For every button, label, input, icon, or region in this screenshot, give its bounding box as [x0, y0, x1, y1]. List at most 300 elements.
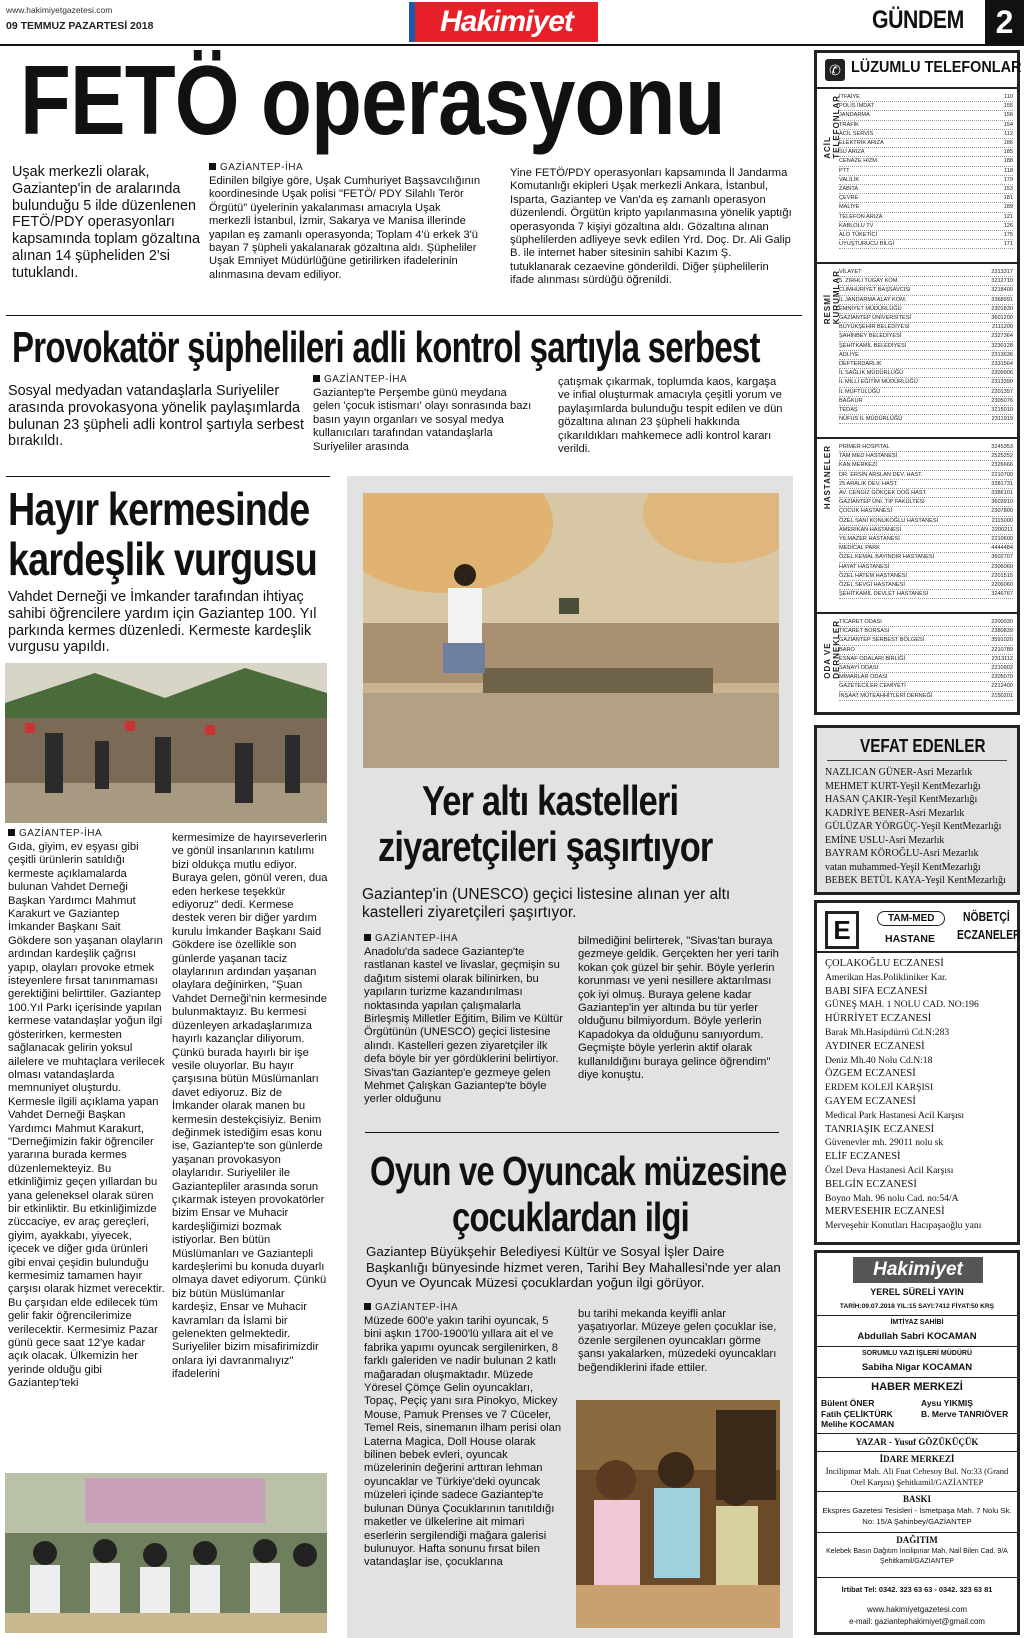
oyun-headline-2: çocuklardan ilgi	[452, 1194, 689, 1240]
phone-row	[839, 682, 1013, 691]
phone-number[interactable]: 2210700	[991, 471, 1013, 478]
phone-number[interactable]: 185	[1003, 149, 1013, 156]
phone-number[interactable]: 2305076	[991, 397, 1013, 404]
kunye-web[interactable]: www.hakimiyetgazetesi.com	[866, 1605, 968, 1614]
eczane-name: AYDINER ECZANESİ	[825, 1040, 925, 1052]
phone-name: ÖZEL SEVGİ HASTANESİ	[839, 582, 905, 589]
phone-name: BAĞKUR	[839, 397, 863, 404]
vefat-item: KADRİYE BENER-Asri Mezarlık	[825, 807, 965, 819]
reporter-name: Fatih ÇELİKTÜRK	[821, 1408, 893, 1419]
phone-name: GAZETECİLER CEMİYETİ	[839, 683, 906, 690]
phone-name: DR. ERSİN ARSLAN DEV. HAST.	[839, 471, 923, 478]
phone-group-rule	[817, 437, 1017, 439]
eczane-address: Amerikan Has.Polikliniker Kar.	[825, 971, 948, 983]
phone-number[interactable]: 3245353	[991, 444, 1013, 450]
eczane-brand: TAM-MED	[877, 911, 945, 926]
phone-row	[839, 305, 1013, 314]
phone-name: ÖZEL SANİ KONUKOĞLU HASTANESİ	[839, 517, 939, 524]
reporter-name: Bülent ÖNER	[821, 1398, 875, 1408]
phone-number[interactable]: 154	[1003, 121, 1013, 128]
eczane-name: ÖZGEM ECZANESİ	[825, 1068, 916, 1080]
phone-number[interactable]: 179	[1003, 176, 1013, 183]
phone-row	[839, 231, 1013, 240]
phone-number[interactable]: 3230128	[991, 342, 1013, 349]
rule-3	[365, 1132, 779, 1133]
phone-row	[839, 157, 1013, 166]
phone-number[interactable]: 4444484	[991, 545, 1013, 552]
phone-name: İNŞAAT MÜTEAHHİTLERİ DERNEĞİ	[839, 692, 933, 699]
kermes-col1-text: Gıda, giyim, ev eşyası gibi çeşitli ürünlerin satıldığı kermeste açıklamalarda bulunan Vahdet Derneği Başkan Yardımcı Mahmut Karakurt ve Gaziantep İmkander Başkanı Sait Gökdere son yaşanan olayların ardından kardeşlik çağrısı yapıp, olayları provoke etmek isteyenlere fırsat tanınmaması gerektiğini belirttiler. Gaziantep 100.Yıl Parkı içerisinde yapılan kermese vatandaşlar yoğun ilgi gösterirken, kermesten sağlanacak gelirin yoksul ailelere ve muhtaçlara verilecek olması vatandaşlarda memnuniyet oluşturdu. Kermesle ilgili açıklama yapan Vahdet Derneği Başkan Yardımcı Mahmut Karakurt, "Derneğimizin fakir öğrenciler yararına burada kermes düzenlemekteyiz. Bu etkinliğimiz geçen yıllardan bu yana geleneksel olarak süren bir etkinliktir. Bu etkinliğimizde züccaciye, ev araç gereçleri, giyim, ayakkabı, yiyecek, içecek ve diğer gıda ürünleri gibi envai çeşidin bulunduğu kermesimiz tamamen hayır çarşısı olarak hizmet verecektir. Bu çarşıdan elde edilecek tüm gelir fakir öğrencilerimize verilecektir. Kermesimiz Pazar günü gece saat 12'ye kadar açık olacak. Ülkemizin her yerinde olduğu gibi Gaziantep'teki	[8, 841, 165, 1390]
phone-number[interactable]: 153	[1003, 186, 1013, 193]
phone-number[interactable]: 3381731	[991, 480, 1013, 487]
kunye-baski-label: BASKI	[902, 1494, 931, 1504]
eczane-name: TANRIAŞIK ECZANESİ	[825, 1123, 935, 1135]
phone-number[interactable]: 2210600	[991, 536, 1013, 543]
phone-name: TELEFON ARIZA	[839, 213, 883, 220]
phone-name: JANDARMA	[839, 112, 870, 119]
eczane-name: ÇOLAKOĞLU ECZANESİ	[825, 958, 944, 969]
kunye-idare: İncilipınar Mah. Ali Fuat Cebesoy Bul. No:33 (Grand Otel Karşısı) Şehitkamil/GAZİANTEP	[825, 1466, 1009, 1487]
phone-row	[839, 544, 1013, 553]
phone-row	[839, 296, 1013, 305]
kunye-haber-label: HABER MERKEZİ	[871, 1381, 963, 1393]
phone-name: İL SAĞLIK MÜDÜRLÜĞÜ	[839, 370, 904, 377]
phone-row	[839, 664, 1013, 673]
phone-number[interactable]: 2200030	[991, 619, 1013, 625]
phone-number[interactable]: 186	[1003, 140, 1013, 147]
phone-group-label: RESMİ KURUMLAR	[823, 270, 841, 325]
phone-name: ALO TÜKETİCİ	[839, 232, 878, 239]
phone-number[interactable]: 126	[1003, 222, 1013, 229]
phone-name: MİMARLAR ODASI	[839, 674, 888, 681]
phone-row	[839, 618, 1013, 627]
phone-number[interactable]: 2307800	[991, 508, 1013, 515]
phone-name: TAM MED HASTANESİ	[839, 453, 898, 460]
phone-name: ÇEVRE	[839, 195, 859, 202]
phone-row	[839, 526, 1013, 535]
kunye-imtiyaz-label: İMTİYAZ SAHİBİ	[890, 1319, 944, 1326]
phone-row	[839, 655, 1013, 664]
page-number: 2	[985, 0, 1024, 44]
phone-number[interactable]: 156	[1003, 112, 1013, 119]
phone-name: KABLOLU TV	[839, 222, 874, 229]
phone-name: MEDİCAL PARK	[839, 545, 881, 552]
phone-row	[839, 111, 1013, 120]
eczane-badge: E	[825, 911, 859, 949]
eczane-address: Deniz Mh.40 Nolu Cd.N:18	[825, 1054, 933, 1066]
phone-number[interactable]: 3603910	[991, 499, 1013, 506]
kunye-rule-1	[817, 1315, 1017, 1316]
phone-number[interactable]: 2313112	[991, 655, 1013, 662]
phone-row	[839, 369, 1013, 378]
phone-row	[839, 415, 1013, 424]
phone-row	[839, 286, 1013, 295]
kunye-email[interactable]: e-mail: gaziantephakimiyet@gmail.com	[849, 1617, 985, 1626]
phone-name: KAN MERKEZİ	[839, 462, 877, 469]
phone-name: İL MÜFTÜLÜĞÜ	[839, 388, 881, 395]
eczane-name: BELGİN ECZANESİ	[825, 1178, 917, 1190]
kunye-subtitle: YEREL SÜRELİ YAYIN	[870, 1287, 964, 1297]
phone-row	[839, 581, 1013, 590]
feto-source: GAZİANTEP-İHA	[209, 162, 481, 173]
phone-number[interactable]: 155	[1003, 103, 1013, 110]
oyun-col1	[364, 1302, 562, 1570]
phone-row	[839, 397, 1013, 406]
kastel-headline-2: ziyaretçileri şaşırtıyor	[378, 823, 713, 870]
eczane-name: GAYEM ECZANESİ	[825, 1095, 916, 1107]
phone-group-label: HASTANELER	[823, 445, 832, 510]
feto-col2-text: Yine FETÖ/PDY operasyonları kapsamında İl Jandarma Komutanlığı ekipleri Uşak merkezli Ankara, İstanbul, Isparta, Gaziantep ve Van'da eş zamanlı operasyon düzenlendi. Örgütün kripto yapılanmasına yönelik yaptığı operasyonda 7 kişiyi gözaltına aldı. Gözaltına alınan şüphelilerden adliyeye sevk edilen Yrd. Doç. Dr. Ali Galip B. ile internet haber sitesinin sahibi Kazım Ş. tutuklanarak cezaevine gönderildi. Diğer şüphelilerin ifade alınması sürdüğü öğrenildi.	[510, 167, 792, 287]
phone-number[interactable]: 2210789	[991, 646, 1013, 653]
phone-name: BARO	[839, 646, 855, 653]
kunye-box	[814, 1250, 1020, 1635]
eczane-title-rule	[817, 951, 1017, 953]
eczane-address: GÜNEŞ MAH. 1 NOLU CAD. NO:196	[825, 999, 979, 1011]
phone-number[interactable]: 2111200	[992, 324, 1013, 331]
phone-name: UYUŞTURUCU BİLGİ	[839, 241, 895, 248]
eczane-title-2: ECZANELER	[957, 927, 1021, 942]
kunye-yazi-label: SORUMLU YAZI İŞLERİ MÜDÜRÜ	[861, 1350, 973, 1357]
phone-name: İL JANDARMA ALAY KOM.	[839, 296, 907, 303]
phone-number[interactable]: 3602707	[991, 554, 1013, 561]
phone-group-label: ACİL TELEFONLAR	[823, 94, 841, 159]
phone-name: ÖZEL KEMAL BAYINDIR HASTANESİ	[839, 554, 935, 561]
phone-row	[839, 121, 1013, 130]
phone-number[interactable]: 3246767	[991, 591, 1013, 598]
phone-name: VİLAYET	[839, 269, 862, 275]
kunye-imtiyaz: Abdullah Sabri KOCAMAN	[857, 1331, 977, 1342]
phone-row	[839, 139, 1013, 148]
kastel-col2-text: bilmediğini belirterek, "Sivas'tan buraya gezmeye geldik. Gerçekten her yeri tarih kokan çok güzel bir şehir. Böyle yerlerin korunması ve yeni nesillere aktarılması çok iyi olmuş. Buraya gelene kadar Gaziantep'in yer altında bu tür yerler olduğunu bilmiyordum. Böyle yerlerin Kapadokya da olduğunu sanıyordum. Geçmişte böyle yerlerin aktif olarak kullanıldığını buraya gelince öğrendim" diye konuştu.	[578, 935, 779, 1082]
phone-number[interactable]: 3601200	[991, 315, 1013, 322]
phone-row	[839, 535, 1013, 544]
phones-box	[814, 50, 1020, 715]
logo	[409, 2, 598, 42]
vefat-item: MEHMET KURT-Yeşil KentMezarlığı	[825, 780, 981, 792]
phone-number[interactable]: 175	[1003, 232, 1013, 239]
reporter-name: B. Merve TANRIÖVER	[921, 1408, 1009, 1419]
phone-name: ŞEHİTKAMİL BELEDİYESİ	[839, 342, 907, 349]
provo-lead: Sosyal medyadan vatandaşlarla Suriyeliler arasında provokasyona yönelik paylaşımlarda bulunan 23 şüpheli adli kontrol şartıyla serbest bırakıldı.	[8, 383, 304, 450]
phone-row	[839, 388, 1013, 397]
phone-row	[839, 572, 1013, 581]
phone-name: AMERİKAN HASTANESİ	[839, 526, 902, 533]
phone-row	[839, 461, 1013, 470]
reporter-name: Melihe KOCAMAN	[821, 1419, 895, 1429]
phone-row	[839, 498, 1013, 507]
phone-number[interactable]: 3212710	[991, 278, 1013, 285]
phone-name: ZABITA	[839, 186, 859, 193]
phone-name: ÇOCUK HASTANESİ	[839, 508, 893, 515]
phone-number[interactable]: 2306060	[991, 563, 1013, 570]
oyun-source: GAZİANTEP-İHA	[364, 1302, 562, 1313]
phone-group-label: ODA VE DERNEKLER	[823, 620, 841, 679]
phone-row	[839, 203, 1013, 212]
phone-name: CENAZE HİZM.	[839, 158, 879, 165]
phone-row	[839, 489, 1013, 498]
phones-title: LÜZUMLU TELEFONLAR	[851, 59, 1022, 76]
phone-row	[839, 176, 1013, 185]
phone-name: ESNAF ODALARI BİRLİĞİ	[839, 655, 906, 662]
phone-group-rule	[817, 612, 1017, 614]
phone-number[interactable]: 2212400	[991, 683, 1013, 690]
phone-number[interactable]: 2380839	[991, 628, 1013, 635]
feto-lead: Uşak merkezli olarak, Gaziantep'in de aralarında bulunduğu 5 ilde düzenlenen FETÖ/PDY operasyonları kapsamında toplam gözaltına alınan 14 şüpheliden 2'si tutuklandı.	[12, 164, 200, 281]
phone-name: 5. ZIRHLI TUGAY KOM.	[839, 278, 899, 285]
kunye-rule-5	[817, 1451, 1017, 1452]
phone-list	[839, 618, 1013, 701]
phone-name: DEFTERDARLIK	[839, 361, 882, 368]
phone-name: MALİYE	[839, 204, 860, 211]
kermes-lead: Vahdet Derneği ve İmkander tarafından ihtiyaç sahibi öğrencilere yardım için Gaziantep 100. Yıl parkında kermes düzenledi. Kermeste kardeşlik vurgusu yapıldı.	[8, 589, 317, 656]
phone-number[interactable]: 2311919	[991, 416, 1013, 423]
phone-name: VALİLİK	[839, 176, 860, 183]
phone-row	[839, 673, 1013, 682]
phone-number[interactable]: 2313317	[991, 269, 1013, 275]
kastel-source: GAZİANTEP-İHA	[364, 933, 564, 944]
phone-row	[839, 563, 1013, 572]
phone-row	[839, 93, 1013, 102]
kermes-headline-1: Hayır kermesinde	[8, 483, 310, 535]
kunye-idare-label: İDARE MERKEZİ	[879, 1454, 955, 1464]
phone-row	[839, 636, 1013, 645]
kermes-col1	[8, 828, 166, 1391]
phone-row	[839, 213, 1013, 222]
kermes-photo	[5, 663, 327, 823]
eczane-title-1: NÖBETÇİ	[963, 909, 1010, 924]
provo-col1-text: Gaziantep'te Perşembe günü meydana gelen 'çocuk istismarı' olayı sonrasında bazı basın yayın organları ve sosyal medya kullanıcıları tarafından vatandaşlarla Suriyeliler arasında	[313, 387, 532, 453]
phone-name: HAYAT HASTANESİ	[839, 563, 890, 570]
phone-number[interactable]: 2327364	[991, 333, 1013, 340]
phone-row	[839, 185, 1013, 194]
kastel-headline-1: Yer altı kastelleri	[422, 777, 679, 824]
eczane-name: ELİF ECZANESİ	[825, 1151, 901, 1163]
vefat-box	[814, 725, 1020, 895]
phone-list	[839, 268, 1013, 424]
eczane-address: Boyno Mah. 96 nolu Cad. no:54/A	[825, 1192, 959, 1204]
phone-number[interactable]: 118	[1004, 167, 1013, 174]
phone-row	[839, 627, 1013, 636]
phone-name: ELEKTRİK ARIZA	[839, 140, 884, 147]
phone-number[interactable]: 2210902	[991, 665, 1013, 672]
phone-name: EMNİYET MÜDÜRLÜĞÜ	[839, 305, 902, 312]
eczane-address: Özel Deva Hastanesi Acil Karşısı	[825, 1164, 954, 1176]
kunye-haber-right	[921, 1398, 1017, 1419]
phone-number[interactable]: 2201357	[991, 388, 1013, 395]
eczane-address: ERDEM KOLEJİ KARŞISI	[825, 1082, 934, 1094]
phone-group-rule	[817, 262, 1017, 264]
phone-name: POLİS İMDAT	[839, 103, 875, 110]
vefat-item: EMİNE USLU-Asri Mezarlık	[825, 834, 945, 846]
kunye-haber-left	[821, 1398, 916, 1430]
phone-number[interactable]: 3386101	[991, 490, 1013, 497]
phone-row	[839, 360, 1013, 369]
kunye-logo: Hakimiyet	[853, 1257, 983, 1283]
phone-number[interactable]: 2525252	[991, 453, 1013, 460]
eczane-list	[825, 957, 981, 1233]
vefat-item: NAZLICAN GÜNER-Asri Mezarlık	[825, 767, 973, 778]
oyun-photo	[576, 1400, 780, 1628]
eczane-address: Medical Park Hastanesi Acil Karşısı	[825, 1109, 965, 1121]
kunye-rule-3	[817, 1377, 1017, 1378]
phone-name: AV. CENGİZ GÖKÇEK DOĞ HAST.	[839, 490, 927, 497]
phone-row	[839, 332, 1013, 341]
phone-name: SU ARIZA	[839, 149, 865, 156]
phone-number[interactable]: 121	[1003, 213, 1013, 220]
phone-number[interactable]: 2209906	[991, 370, 1013, 377]
phone-row	[839, 692, 1013, 701]
phone-number[interactable]: 2205070	[991, 674, 1013, 681]
phone-number[interactable]: 188	[1003, 158, 1013, 165]
vefat-title: VEFAT EDENLER	[860, 736, 986, 756]
kunye-rule-7	[817, 1532, 1017, 1533]
kermes-source: GAZİANTEP-İHA	[8, 828, 166, 839]
kunye-yazar: YAZAR - Yusuf GÖZÜKÜÇÜK	[855, 1437, 979, 1447]
phone-name: BÜYÜKŞEHİR BELEDİYESİ	[839, 324, 910, 331]
masthead-date: 09 TEMMUZ PAZARTESİ 2018	[6, 20, 154, 32]
eczane-address: Barak Mh.Hasipdürrü Cd.N:283	[825, 1026, 950, 1038]
masthead-site[interactable]: www.hakimiyetgazetesi.com	[6, 5, 113, 15]
phone-number[interactable]: 3218400	[991, 287, 1013, 294]
kunye-rule-8	[817, 1577, 1017, 1578]
phone-row	[839, 314, 1013, 323]
kunye-dagitim: Kelebek Basın Dağıtım İncilipınar Mah. Nail Bilen Cad. 9/A Şehitkamil/GAZİANTEP	[826, 1548, 1008, 1565]
phone-row	[839, 194, 1013, 203]
phone-row	[839, 148, 1013, 157]
phone-number[interactable]: 3368991	[991, 296, 1013, 303]
eczane-name: HÜRRİYET ECZANESİ	[825, 1013, 932, 1025]
kunye-baski: Ekspres Gazetesi Tesisleri - İsmetpaşa Mah. 7 Nolu Sk. No: 15/A Şahinbey/GAZİANTEP	[822, 1506, 1012, 1526]
logo-text: Hakimiyet	[440, 5, 573, 38]
phone-row	[839, 167, 1013, 176]
eczane-name: MERVESEHIR ECZANESİ	[825, 1206, 945, 1218]
feto-col1-text: Edinilen bilgiye göre, Uşak Cumhuriyet Başsavcılığının koordinesinde Uşak polisi "FETÖ/ PDY Silahlı Terör Örgütü" üyelerinin yakalanması amacıyla Uşak merkezli İstanbul, İzmir, Sakarya ve Manisa illerinde yapılan eş zamanlı operasyonda; Toplam 4'ü erkek 3'ü bayan 7 şüpheli yakalanarak gözaltına aldı. Şüpheliler Uşak Emniyet Müdürlüğüne getirilirken ifadelerinin alınmasına devam ediliyor.	[209, 175, 481, 281]
rule-2	[6, 476, 330, 477]
oyun-col1-text: Müzede 600'e yakın tarihi oyuncak, 5 bini aşkın 1700-1900'lü yıllara ait el ve fabrika yapımı oyuncak sergilenirken, 8 farklı galeriden ve nadir bulunan 2 katlı mağaradan oluşmaktadır. Müzede Yöresel Çömçe Gelin oyuncakları, Topaç, Peçiç yanı sıra Pinokyo, Mickey Mouse, Pamuk Prenses ve 7 Cüceler, Temel Reis, sinemanın ilham perisi olan Laterna Magica, Doll House olarak bilinen bebek evleri, oyuncak müzelerinin değerini arttıran lehman oyuncaklar ve Türkiye'deki oyuncak müzeleri içinde sadece Gaziantep'te bulunan Dünya Çocuklarının tanıtıldığı maketler ve ülkelerine ait mimari eserlerin sergilendiği mağara galerisi bulunuyor. Hafta sonunu fırsat bilen vatandaşlar ise, çocuklarına	[364, 1315, 562, 1569]
phone-name: TİCARET BORSASI	[839, 628, 890, 635]
phone-row	[839, 277, 1013, 286]
phone-name: ADLİYE	[839, 351, 859, 358]
phone-list	[839, 93, 1013, 249]
phone-number[interactable]: 2301830	[991, 305, 1013, 312]
kermes-photo-2	[5, 1473, 327, 1633]
phone-row	[839, 102, 1013, 111]
phone-row	[839, 480, 1013, 489]
phone-name: CUMHURİYET BAŞSAVCISI	[839, 287, 911, 294]
eczane-brand-2: HASTANE	[885, 933, 935, 945]
phone-name: PTT	[839, 167, 850, 174]
phone-number[interactable]: 2206060	[991, 582, 1013, 589]
phone-name: GAZİANTEP ÜNİVERSİTESİ	[839, 315, 912, 322]
feto-col1	[209, 162, 481, 282]
phone-number[interactable]: 110	[1004, 94, 1013, 100]
phone-number[interactable]: 171	[1003, 241, 1013, 248]
phone-number[interactable]: 2331564	[991, 361, 1013, 368]
kastel-col1	[364, 933, 564, 1107]
kastel-lead: Gaziantep'in (UNESCO) geçici listesine alınan yer altı kastelleri ziyaretçileri şaşırtıyor.	[362, 886, 731, 921]
phone-number[interactable]: 2200211	[991, 526, 1013, 533]
kunye-yazi: Sabiha Nigar KOCAMAN	[861, 1362, 973, 1373]
kunye-dagitim-label: DAĞITIM	[896, 1535, 938, 1545]
vefat-item: vatan muhammed-Yeşil KentMezarlığı	[825, 861, 981, 873]
phone-row	[839, 517, 1013, 526]
vefat-list	[825, 766, 1006, 888]
vefat-item: BEBEK BETÜL KAYA-Yeşil KentMezarlığı	[825, 875, 1006, 886]
provo-col2-text: çatışmak çıkarmak, toplumda kaos, kargaşa ve infial oluşturmak amacıyla çeşitli yorum ve paylaşımlarda bulunduğu tespit edilen ve dün gözaltına alınan 23 şüpheli hakkında çıkarıldıkları mahkemece adli kontrol kararı verildi.	[558, 376, 783, 456]
phone-number[interactable]: 181	[1003, 195, 1013, 202]
phone-row	[839, 268, 1013, 277]
phone-number[interactable]: 2326666	[991, 462, 1013, 469]
phone-row	[839, 130, 1013, 139]
provo-col1	[313, 374, 533, 454]
phone-name: İL MİLLİ EĞİTİM MÜDÜRLÜĞÜ	[839, 379, 918, 386]
oyun-headline-1: Oyun ve Oyuncak müzesine	[370, 1148, 787, 1194]
kunye-rule-4	[817, 1433, 1017, 1434]
oyun-lead: Gaziantep Büyükşehir Belediyesi Kültür ve Sosyal İşler Daire Başkanlığı bünyesinde hizmet veren, Tarihi Bey Mahallesi'nde yer alan Oyun ve Oyuncak Müzesi çocuklardan yoğun ilgi görüyor.	[366, 1244, 781, 1291]
phone-row	[839, 222, 1013, 231]
section-name: GÜNDEM	[872, 6, 964, 34]
phone-number[interactable]: 2313636	[991, 351, 1013, 358]
phone-row	[839, 443, 1013, 452]
phone-row	[839, 323, 1013, 332]
phone-list	[839, 443, 1013, 599]
phone-number[interactable]: 2313390	[991, 379, 1013, 386]
phone-name: ŞEHİTKAMİL DEVLET HASTANESİ	[839, 591, 929, 598]
phone-name: ACİL SERVİS	[839, 130, 874, 137]
phone-name: GAZİANTEP ÜNİ. TIP FAKÜLTESİ	[839, 499, 925, 506]
kastel-photo	[363, 493, 779, 768]
phone-number[interactable]: 2115000	[991, 517, 1013, 524]
phone-name: SANAYİ ODASI	[839, 665, 879, 672]
phone-name: TİCARET ODASI	[839, 619, 882, 625]
kunye-meta: TARİH:09.07.2018 YIL:15 SAYI:7412 FİYAT:50 KRŞ	[839, 1303, 995, 1310]
phone-name: PRİMER HOSPİTAL	[839, 444, 890, 450]
phone-icon: ✆	[825, 59, 845, 81]
rule-1	[6, 315, 802, 316]
feto-headline: FETÖ operasyonu	[20, 45, 725, 155]
eczane-address: Merveşehir Konutları Hacıpaşaoğlu yanı	[825, 1220, 982, 1232]
phone-row	[839, 351, 1013, 360]
kermes-headline-2: kardeşlik vurgusu	[8, 533, 317, 585]
phone-number[interactable]: 2201515	[991, 572, 1013, 579]
phone-row	[839, 378, 1013, 387]
phone-number[interactable]: 3215010	[991, 407, 1013, 414]
phone-name: TRAFİK	[839, 121, 859, 128]
kastel-col1-text: Anadolu'da sadece Gaziantep'te rastlanan kastel ve livaslar, geçmişin su dağıtım sistemi olarak bilinirken, bu yapıların turizme kazandırılması noktasında yapılan çalışmalarla Birleşmiş Milletler Eğitim, Bilim ve Kültür Örgütünün (UNESCO) geçici listesine alındı. Kastelleri gezen ziyaretçiler ilk defa böyle bir yer gördüklerini belirtiyor. Sivas'tan Gaziantep'e gezmeye gelen Mehmet Çalışkan Gaziantep'te böyle yerler olduğunu	[364, 946, 563, 1106]
phone-number[interactable]: 112	[1004, 130, 1013, 137]
phone-name: ŞAHİNBEY BELEDİYESİ	[839, 333, 902, 340]
phone-row	[839, 553, 1013, 562]
kunye-rule-2	[817, 1346, 1017, 1347]
phone-number[interactable]: 2150201	[991, 692, 1013, 699]
phone-number[interactable]: 189	[1003, 204, 1013, 211]
kermes-col2-text: kermesimize de hayırseverlerin ve gönül insanlarının katılımı bizi oldukça mutlu ediyor. Buraya gelen, gönül veren, dua eden herkese teşekkür ediyoruz" dedi. Kermese destek veren bir diğer yardım kurulu İmkander Başkanı Said Gökdere ise özellikle son günlerde yaşanan taciz olaylarının ardından yaşanan olaylara değinirken, "Şuan Vahdet Derneği'nin kermesinde bulunmaktayız. Bu kermesi düzenleyen arkadaşlarımıza hayırlı kazançlar diliyorum. Çünkü burada hayırlı bir işe vesile oluyorlar. Bu hayır çarşısına bütün Müslümanları davet ediyoruz. Biz de İmkander olarak manen bu kermesin destekçisiyiz. Benim değinmek istediğim esas konu ise, Gaziantep'te son günlerde yaşanan provokasyon olaylarıdır. Suriyeliler ile Gaziantepliler arasında sorun çıkarmak isteyen provokatörler bizim Ensar ve Muhacir kardeşliğimizi bozmak istiyorlar. Ben bütün Müslümanları ve Gaziantepli kardeşlerimi bu konuda duyarlı olmaya davet ediyorum. Çünkü biz bütün Müslümanlar kardeşiz, Ensar ve Muhacir kavramları da İslami bir gelenekten gelmektedir. Suriyeliler bizim misafirimizdir onlara iyi davranmalıyız" ifadelerini	[172, 832, 328, 1381]
phone-row	[839, 240, 1013, 249]
vefat-item: GÜLÜZAR YÖRGÜÇ-Yeşil KentMezarlığı	[825, 821, 1002, 832]
vefat-item: BAYRAM KÖROĞLU-Asri Mezarlık	[825, 848, 979, 859]
provo-source: GAZİANTEP-İHA	[313, 374, 533, 385]
phone-name: NÜFUS İL MÜDÜRLÜĞÜ	[839, 416, 903, 423]
phone-name: TEDAŞ	[839, 407, 858, 414]
kunye-iletisim: İrtibat Tel: 0342. 323 63 63 - 0342. 323 63 81	[841, 1585, 993, 1594]
provo-headline: Provokatör şüphelileri adli kontrol şartıyla serbest	[12, 323, 760, 372]
phone-name: GAZİANTEP SERBEST BÖLGESİ	[839, 637, 925, 644]
phone-row	[839, 646, 1013, 655]
phone-number[interactable]: 3591020	[991, 637, 1013, 644]
vefat-title-rule	[827, 760, 1007, 761]
phones-title-rule	[817, 87, 1017, 89]
phone-row	[839, 342, 1013, 351]
